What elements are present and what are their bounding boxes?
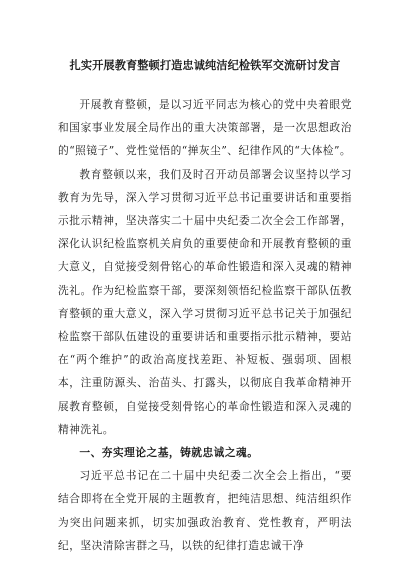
section-paragraph: 习近平总书记在二十届中央纪委二次全会上指出，“要结合即将在全党开展的主题教育，把纯洁思想、纯洁组织作为突出问题来抓，切实加强政治教育、党性教育，严明法纪，坚决清除害群之马，以铁的纪律打造忠诚干净 bbox=[58, 469, 352, 552]
paragraph-body: 教育整顿以来，我们及时召开动员部署会议坚持以学习教育为先导，深入学习贯彻习近平总书记重要讲话和重要指示批示精神，坚决落实二十届中央纪委二次全会工作部署，深化认识纪检监察机关肩负的重要使命和开展教育整顿的重大意义，自觉接受刻骨铭心的革命性锻造和深入灵魂的精神洗礼。作为纪检监察干部，要深刻领悟纪检监察干部队伍教育整顿的重大意义，深入学习贯彻习近平总书记关于加强纪检监察干部队伍建设的重要讲话和重要指示批示精神，要站在“两个维护”的政治高度找差距、补短板、强弱项、固根本，注重防源头、治苗头、打露头，以彻底自我革命精神开展教育整顿，自觉接受刻骨铭心的革命性锻造和深入灵魂的精神洗礼。 bbox=[58, 167, 352, 436]
section-heading: 一、夯实理论之基，铸就忠诚之魂。 bbox=[79, 446, 259, 460]
paragraph-intro: 开展教育整顿，是以习近平同志为核心的党中央着眼党和国家事业发展全局作出的重大决策部署，是一次思想政治的“照镜子”、党性觉悟的“掸灰尘”、纪律作风的“大体检”。 bbox=[58, 98, 352, 158]
document-title: 扎实开展教育整顿打造忠诚纯洁纪检铁军交流研讨发言 bbox=[69, 59, 341, 72]
